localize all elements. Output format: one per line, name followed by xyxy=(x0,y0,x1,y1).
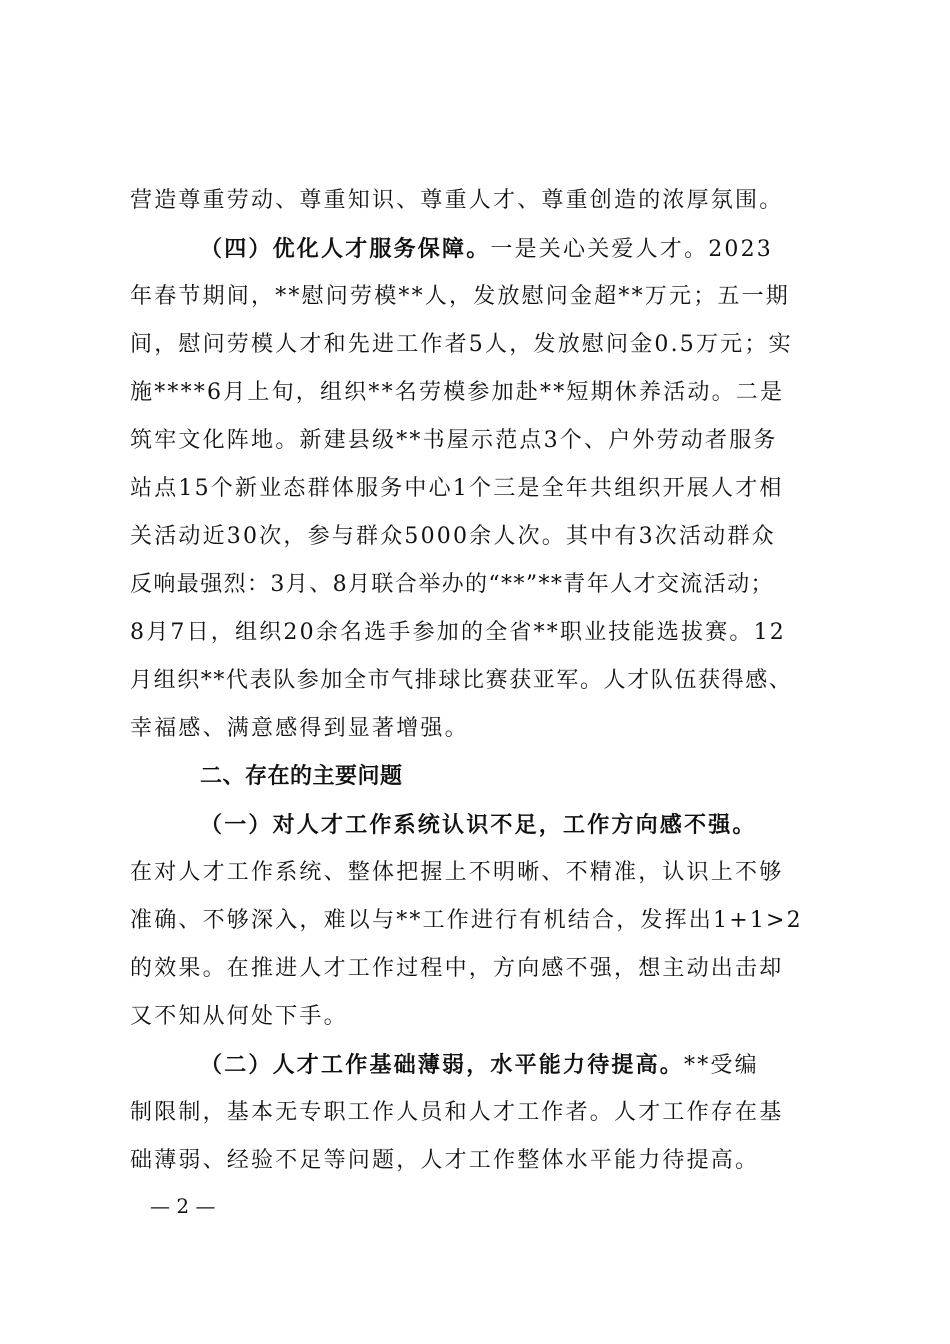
paragraph-line xyxy=(200,1050,830,1081)
subsection-heading: （二）人才工作基础薄弱，水平能力待提高。 xyxy=(200,1052,685,1078)
paragraph-line: 又不知从何处下手。 xyxy=(130,1004,348,1029)
paragraph-line: 关活动近30次，参与群众5000余人次。其中有3次活动群众 xyxy=(130,524,776,549)
paragraph-line: 础薄弱、经验不足等问题，人才工作整体水平能力待提高。 xyxy=(130,1148,760,1173)
subsection-heading: （一）对人才工作系统认识不足，工作方向感不强。 xyxy=(200,812,757,838)
paragraph-text: 一是关心关爱人才。2023 xyxy=(490,237,773,262)
paragraph-line: 营造尊重劳动、尊重知识、尊重人才、尊重创造的浓厚氛围。 xyxy=(130,188,784,213)
paragraph-line: 准确、不够深入，难以与**工作进行有机结合，发挥出1+1>2 xyxy=(130,908,803,933)
paragraph-line: 制限制，基本无专职工作人员和人才工作者。人才工作存在基 xyxy=(130,1100,784,1125)
paragraph-line: 站点15个新业态群体服务中心1个三是全年共组织开展人才相 xyxy=(130,476,784,501)
paragraph-line: 施****6月上旬，组织**名劳模参加赴**短期休养活动。二是 xyxy=(130,380,785,405)
paragraph-line: 8月7日，组织20余名选手参加的全省**职业技能选拔赛。12 xyxy=(130,620,786,645)
section-title: 二、存在的主要问题 xyxy=(200,764,403,789)
paragraph-line xyxy=(200,234,830,265)
page-number: — 2 — xyxy=(150,1194,216,1218)
paragraph-line: 反响最强烈：3月、8月联合举办的“**”**青年人才交流活动； xyxy=(130,572,774,597)
paragraph-line: 月组织**代表队参加全市气排球比赛获亚军。人才队伍获得感、 xyxy=(130,668,793,693)
paragraph-line: 年春节期间，**慰问劳模**人，发放慰问金超**万元；五一期 xyxy=(130,284,791,309)
paragraph-line: 在对人才工作系统、整体把握上不明晰、不精准，认识上不够 xyxy=(130,860,784,885)
section-heading: （四）优化人才服务保障。 xyxy=(200,236,491,262)
paragraph-line: 幸福感、满意感得到显著增强。 xyxy=(130,716,469,741)
paragraph-line: 筑牢文化阵地。新建县级**书屋示范点3个、户外劳动者服务 xyxy=(130,428,778,453)
paragraph-line: 间，慰问劳模人才和先进工作者5人，发放慰问金0.5万元；实 xyxy=(130,332,793,357)
paragraph-text: **受编 xyxy=(684,1053,759,1078)
paragraph-line: 的效果。在推进人才工作过程中，方向感不强，想主动出击却 xyxy=(130,956,784,981)
